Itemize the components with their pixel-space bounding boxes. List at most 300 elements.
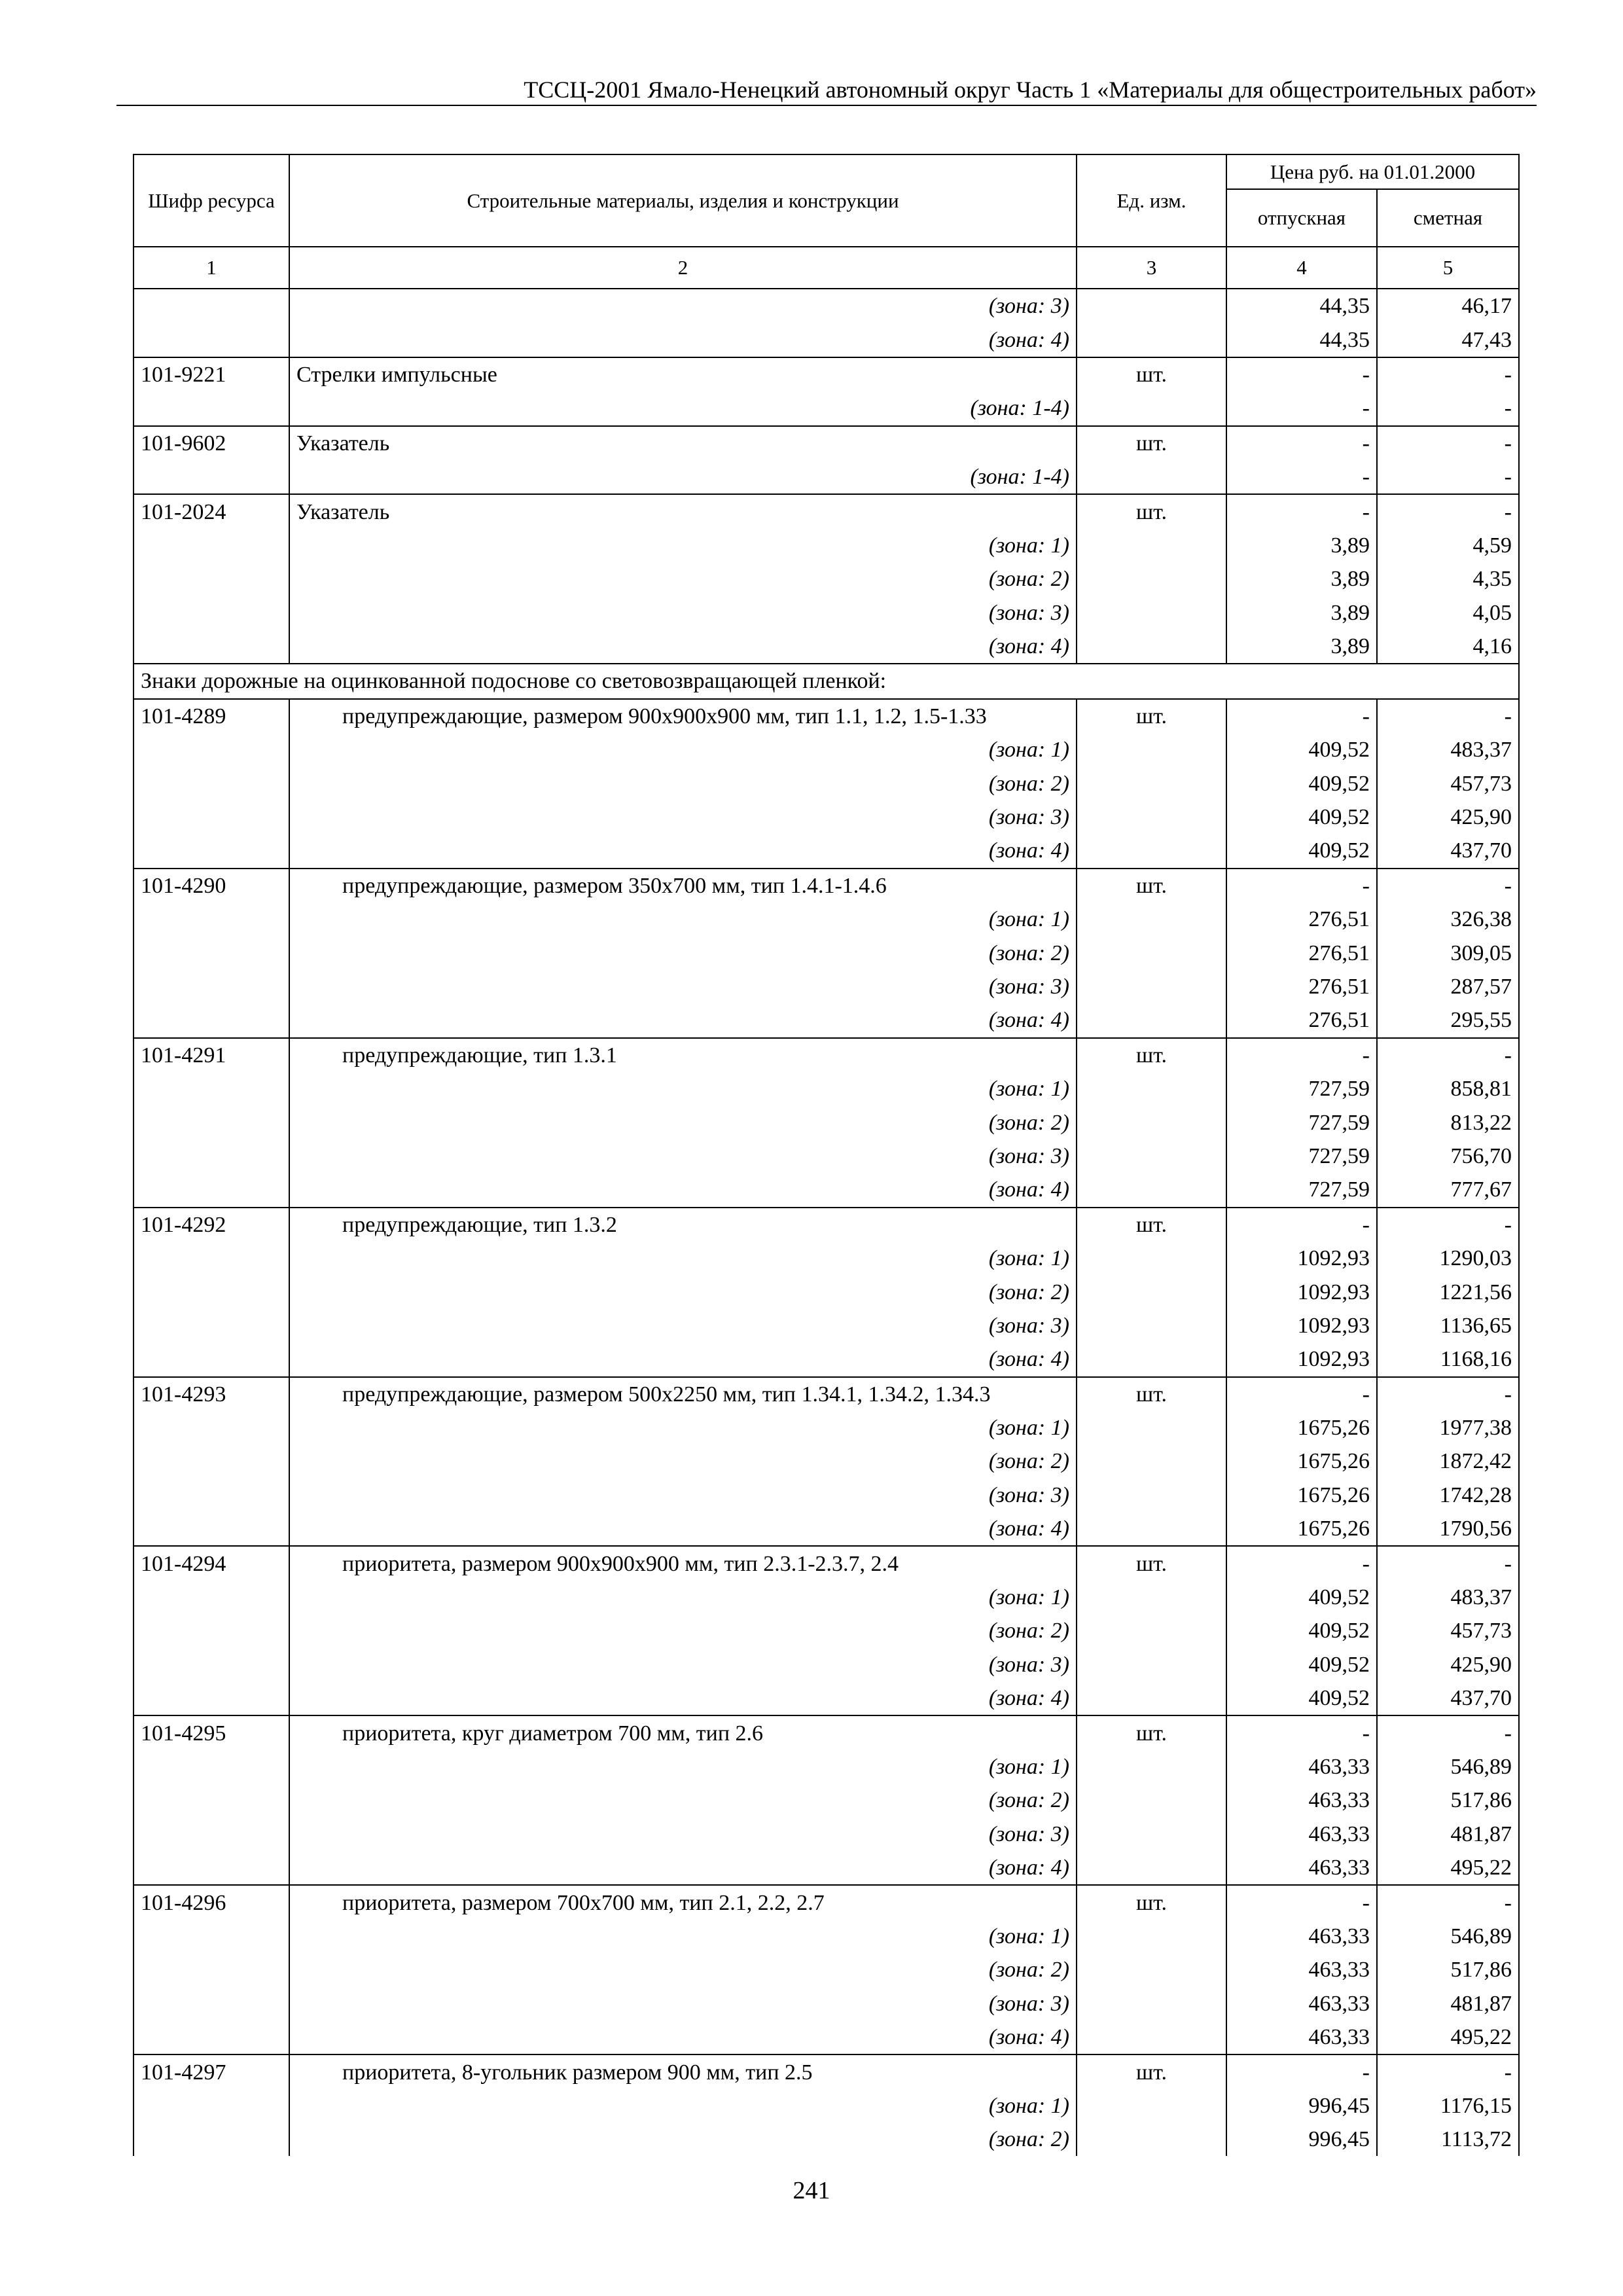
- table-row: [134, 562, 1519, 596]
- col-number: 4: [1226, 247, 1377, 289]
- release-price: -: [1226, 1038, 1377, 1072]
- estimate-price: 483,37: [1377, 733, 1519, 766]
- table-row: [134, 1614, 1519, 1647]
- unit-cell: [1077, 1581, 1226, 1614]
- resource-code-cell: [134, 936, 289, 969]
- table-row: [134, 391, 1519, 425]
- release-price: 463,33: [1226, 1851, 1377, 1885]
- unit-cell: [1077, 1784, 1226, 1817]
- estimate-price: 1872,42: [1377, 1444, 1519, 1478]
- estimate-price: -: [1377, 357, 1519, 391]
- unit-cell: [1077, 1681, 1226, 1715]
- zone-label: (зона: 4): [289, 1681, 1077, 1715]
- estimate-price: 756,70: [1377, 1139, 1519, 1173]
- estimate-price: 495,22: [1377, 1851, 1519, 1885]
- resource-code-cell: [134, 562, 289, 596]
- table-row: [134, 494, 1519, 528]
- resource-code-cell: [134, 1987, 289, 2020]
- material-name: приоритета, размером 900x900x900 мм, тип 2.3.1-2.3.7, 2.4: [289, 1546, 1077, 1580]
- release-price: 463,33: [1226, 1750, 1377, 1784]
- resource-code: 101-9221: [134, 357, 289, 391]
- zone-label: (зона: 1): [289, 903, 1077, 936]
- unit-cell: шт.: [1077, 1715, 1226, 1749]
- release-price: -: [1226, 1377, 1377, 1411]
- unit-cell: [1077, 289, 1226, 323]
- zone-label: (зона: 1): [289, 1920, 1077, 1953]
- unit-cell: [1077, 1512, 1226, 1546]
- estimate-price: 1136,65: [1377, 1309, 1519, 1342]
- estimate-price: -: [1377, 1038, 1519, 1072]
- unit-cell: [1077, 1173, 1226, 1207]
- release-price: 409,52: [1226, 733, 1377, 766]
- header-release: отпускная: [1226, 189, 1377, 247]
- unit-cell: [1077, 1242, 1226, 1275]
- resource-code-cell: [134, 1920, 289, 1953]
- resource-code-cell: [134, 1309, 289, 1342]
- zone-label: (зона: 4): [289, 1851, 1077, 1885]
- estimate-price: 1168,16: [1377, 1342, 1519, 1376]
- resource-code-cell: [134, 2020, 289, 2054]
- zone-label: (зона: 4): [289, 1342, 1077, 1376]
- table-row: [134, 2123, 1519, 2156]
- table-row: [134, 1072, 1519, 1105]
- release-price: 44,35: [1226, 323, 1377, 357]
- unit-cell: [1077, 1444, 1226, 1478]
- estimate-price: 1790,56: [1377, 1512, 1519, 1546]
- release-price: 276,51: [1226, 903, 1377, 936]
- table-row: [134, 1818, 1519, 1851]
- unit-cell: [1077, 766, 1226, 800]
- header-name: Строительные материалы, изделия и конструкции: [289, 154, 1077, 247]
- release-price: -: [1226, 357, 1377, 391]
- release-price: 409,52: [1226, 1681, 1377, 1715]
- zone-label: (зона: 2): [289, 2123, 1077, 2156]
- resource-code-cell: [134, 903, 289, 936]
- material-name: Стрелки импульсные: [289, 357, 1077, 391]
- material-name: предупреждающие, тип 1.3.2: [289, 1208, 1077, 1242]
- material-name: предупреждающие, тип 1.3.1: [289, 1038, 1077, 1072]
- estimate-price: 483,37: [1377, 1581, 1519, 1614]
- release-price: 1675,26: [1226, 1444, 1377, 1478]
- release-price: 463,33: [1226, 2020, 1377, 2054]
- resource-code-cell: [134, 1072, 289, 1105]
- table-row: [134, 1309, 1519, 1342]
- unit-cell: [1077, 1750, 1226, 1784]
- unit-cell: [1077, 1003, 1226, 1037]
- table-row: [134, 1208, 1519, 1242]
- zone-label: (зона: 2): [289, 1953, 1077, 1986]
- unit-cell: [1077, 903, 1226, 936]
- group-heading: Знаки дорожные на оцинкованной подоснове со световозвращающей пленкой:: [134, 664, 1519, 698]
- release-price: 409,52: [1226, 766, 1377, 800]
- estimate-price: 309,05: [1377, 936, 1519, 969]
- unit-cell: [1077, 1342, 1226, 1376]
- estimate-price: 517,86: [1377, 1953, 1519, 1986]
- zone-label: (зона: 4): [289, 2020, 1077, 2054]
- table-row: [134, 903, 1519, 936]
- release-price: 276,51: [1226, 936, 1377, 969]
- zone-label: (зона: 1): [289, 1242, 1077, 1275]
- resource-code: 101-4297: [134, 2054, 289, 2089]
- resource-code-cell: [134, 1818, 289, 1851]
- table-row: [134, 800, 1519, 834]
- table-row: [134, 596, 1519, 630]
- resource-code-cell: [134, 1784, 289, 1817]
- release-price: -: [1226, 1546, 1377, 1580]
- release-price: 1092,93: [1226, 1242, 1377, 1275]
- zone-label: (зона: 3): [289, 1987, 1077, 2020]
- table-row: [134, 1377, 1519, 1411]
- unit-cell: [1077, 1953, 1226, 1986]
- table-row: [134, 630, 1519, 664]
- zone-label: (зона: 1): [289, 529, 1077, 562]
- estimate-price: 295,55: [1377, 1003, 1519, 1037]
- unit-cell: [1077, 1614, 1226, 1647]
- resource-code-cell: [134, 1139, 289, 1173]
- unit-cell: [1077, 1411, 1226, 1444]
- release-price: 409,52: [1226, 1581, 1377, 1614]
- estimate-price: -: [1377, 1885, 1519, 1919]
- estimate-price: 46,17: [1377, 289, 1519, 323]
- release-price: -: [1226, 869, 1377, 903]
- resource-code-cell: [134, 733, 289, 766]
- unit-cell: шт.: [1077, 869, 1226, 903]
- resource-code: 101-4292: [134, 1208, 289, 1242]
- estimate-price: 1221,56: [1377, 1275, 1519, 1308]
- estimate-price: 546,89: [1377, 1920, 1519, 1953]
- resource-code-cell: [134, 1750, 289, 1784]
- estimate-price: 326,38: [1377, 903, 1519, 936]
- estimate-price: 481,87: [1377, 1818, 1519, 1851]
- release-price: -: [1226, 426, 1377, 460]
- unit-cell: шт.: [1077, 426, 1226, 460]
- unit-cell: [1077, 1275, 1226, 1308]
- release-price: 1675,26: [1226, 1479, 1377, 1512]
- resource-code-cell: [134, 1242, 289, 1275]
- resource-code: 101-4290: [134, 869, 289, 903]
- resource-code-cell: [134, 391, 289, 425]
- table-row: [134, 1003, 1519, 1037]
- unit-cell: [1077, 1648, 1226, 1681]
- resource-code-cell: [134, 596, 289, 630]
- zone-label: (зона: 1): [289, 1750, 1077, 1784]
- table-body: [134, 289, 1519, 2156]
- table-row: [134, 1648, 1519, 1681]
- zone-label: (зона: 2): [289, 1444, 1077, 1478]
- release-price: 3,89: [1226, 630, 1377, 664]
- resource-code: 101-4295: [134, 1715, 289, 1749]
- table-row: [134, 529, 1519, 562]
- estimate-price: -: [1377, 1377, 1519, 1411]
- unit-cell: шт.: [1077, 1377, 1226, 1411]
- resource-code-cell: [134, 1479, 289, 1512]
- zone-label: (зона: 1): [289, 733, 1077, 766]
- estimate-price: 4,05: [1377, 596, 1519, 630]
- resource-code: 101-2024: [134, 494, 289, 528]
- table-row: [134, 2089, 1519, 2123]
- unit-cell: [1077, 733, 1226, 766]
- release-price: -: [1226, 494, 1377, 528]
- table-row: [134, 1715, 1519, 1749]
- header-price: Цена руб. на 01.01.2000: [1226, 154, 1519, 189]
- header-unit: Ед. изм.: [1077, 154, 1226, 247]
- unit-cell: [1077, 2123, 1226, 2156]
- estimate-price: 437,70: [1377, 1681, 1519, 1715]
- estimate-price: 4,59: [1377, 529, 1519, 562]
- zone-label: (зона: 4): [289, 630, 1077, 664]
- unit-cell: шт.: [1077, 494, 1226, 528]
- release-price: 727,59: [1226, 1072, 1377, 1105]
- zone-label: (зона: 1): [289, 1411, 1077, 1444]
- unit-cell: [1077, 630, 1226, 664]
- resource-code: 101-4294: [134, 1546, 289, 1580]
- zone-label: (зона: 2): [289, 562, 1077, 596]
- table-row: [134, 1885, 1519, 1919]
- release-price: 276,51: [1226, 1003, 1377, 1037]
- table-row: [134, 1139, 1519, 1173]
- resource-code-cell: [134, 1105, 289, 1139]
- zone-label: (зона: 2): [289, 936, 1077, 969]
- release-price: 1675,26: [1226, 1512, 1377, 1546]
- estimate-price: 287,57: [1377, 970, 1519, 1003]
- release-price: 727,59: [1226, 1139, 1377, 1173]
- table-row: [134, 1512, 1519, 1546]
- material-name: Указатель: [289, 494, 1077, 528]
- col-number: 3: [1077, 247, 1226, 289]
- table-row: [134, 1411, 1519, 1444]
- release-price: 1675,26: [1226, 1411, 1377, 1444]
- table-row: [134, 1479, 1519, 1512]
- header-estimate: сметная: [1377, 189, 1519, 247]
- estimate-price: -: [1377, 699, 1519, 733]
- unit-cell: [1077, 800, 1226, 834]
- unit-cell: [1077, 1818, 1226, 1851]
- header-rule: [116, 105, 1537, 106]
- zone-label: (зона: 1): [289, 1581, 1077, 1614]
- release-price: 996,45: [1226, 2123, 1377, 2156]
- unit-cell: шт.: [1077, 1208, 1226, 1242]
- estimate-price: 425,90: [1377, 800, 1519, 834]
- unit-cell: шт.: [1077, 699, 1226, 733]
- table-row: [134, 766, 1519, 800]
- estimate-price: 457,73: [1377, 1614, 1519, 1647]
- estimate-price: -: [1377, 1208, 1519, 1242]
- resource-code-cell: [134, 766, 289, 800]
- zone-label: (зона: 3): [289, 1648, 1077, 1681]
- zone-label: (зона: 2): [289, 1784, 1077, 1817]
- zone-label: (зона: 2): [289, 766, 1077, 800]
- estimate-price: 425,90: [1377, 1648, 1519, 1681]
- unit-cell: [1077, 1139, 1226, 1173]
- table-row: [134, 1444, 1519, 1478]
- material-name: Указатель: [289, 426, 1077, 460]
- table-row: [134, 664, 1519, 698]
- release-price: 727,59: [1226, 1173, 1377, 1207]
- unit-cell: [1077, 596, 1226, 630]
- resource-code: 101-4293: [134, 1377, 289, 1411]
- unit-cell: [1077, 529, 1226, 562]
- table-row: [134, 834, 1519, 868]
- zone-label: (зона: 4): [289, 1003, 1077, 1037]
- unit-cell: [1077, 1105, 1226, 1139]
- resource-code-cell: [134, 1681, 289, 1715]
- release-price: 409,52: [1226, 800, 1377, 834]
- resource-code-cell: [134, 2089, 289, 2123]
- unit-cell: [1077, 460, 1226, 494]
- resource-code-cell: [134, 800, 289, 834]
- resource-code-cell: [134, 2123, 289, 2156]
- release-price: 463,33: [1226, 1818, 1377, 1851]
- unit-cell: [1077, 1851, 1226, 1885]
- unit-cell: [1077, 2020, 1226, 2054]
- table-row: [134, 1920, 1519, 1953]
- table-row: [134, 970, 1519, 1003]
- material-name: предупреждающие, размером 350x700 мм, тип 1.4.1-1.4.6: [289, 869, 1077, 903]
- page-number: 241: [793, 2177, 830, 2204]
- table-row: [134, 1784, 1519, 1817]
- unit-cell: [1077, 1987, 1226, 2020]
- estimate-price: 858,81: [1377, 1072, 1519, 1105]
- estimate-price: 1977,38: [1377, 1411, 1519, 1444]
- estimate-price: -: [1377, 460, 1519, 494]
- resource-code-cell: [134, 460, 289, 494]
- table-row: [134, 289, 1519, 323]
- resource-code-cell: [134, 1953, 289, 1986]
- resource-code-cell: [134, 1275, 289, 1308]
- table-row: [134, 1581, 1519, 1614]
- table-row: [134, 936, 1519, 969]
- estimate-price: -: [1377, 426, 1519, 460]
- resource-code: 101-4289: [134, 699, 289, 733]
- unit-cell: шт.: [1077, 357, 1226, 391]
- unit-cell: шт.: [1077, 2054, 1226, 2089]
- zone-label: (зона: 3): [289, 1818, 1077, 1851]
- material-name: приоритета, 8-угольник размером 900 мм, тип 2.5: [289, 2054, 1077, 2089]
- zone-label: (зона: 4): [289, 834, 1077, 868]
- estimate-price: 1290,03: [1377, 1242, 1519, 1275]
- col-number: 5: [1377, 247, 1519, 289]
- resource-code: 101-4296: [134, 1885, 289, 1919]
- release-price: 463,33: [1226, 1987, 1377, 2020]
- table-row: [134, 1105, 1519, 1139]
- release-price: 727,59: [1226, 1105, 1377, 1139]
- zone-label: (зона: 3): [289, 1139, 1077, 1173]
- price-table: [133, 154, 1520, 2156]
- release-price: 3,89: [1226, 562, 1377, 596]
- release-price: 276,51: [1226, 970, 1377, 1003]
- estimate-price: 546,89: [1377, 1750, 1519, 1784]
- release-price: 409,52: [1226, 1648, 1377, 1681]
- table-row: [134, 1275, 1519, 1308]
- resource-code-cell: [134, 1614, 289, 1647]
- zone-label: (зона: 2): [289, 1275, 1077, 1308]
- release-price: 1092,93: [1226, 1275, 1377, 1308]
- estimate-price: -: [1377, 391, 1519, 425]
- col-number: 1: [134, 247, 289, 289]
- zone-label: (зона: 4): [289, 1173, 1077, 1207]
- zone-label: (зона: 3): [289, 1479, 1077, 1512]
- unit-cell: [1077, 391, 1226, 425]
- zone-label: (зона: 1-4): [289, 391, 1077, 425]
- zone-label: (зона: 4): [289, 323, 1077, 357]
- release-price: 3,89: [1226, 596, 1377, 630]
- resource-code-cell: [134, 323, 289, 357]
- release-price: 3,89: [1226, 529, 1377, 562]
- col-number: 2: [289, 247, 1077, 289]
- release-price: -: [1226, 699, 1377, 733]
- zone-label: (зона: 3): [289, 1309, 1077, 1342]
- estimate-price: 813,22: [1377, 1105, 1519, 1139]
- resource-code-cell: [134, 834, 289, 868]
- release-price: -: [1226, 2054, 1377, 2089]
- unit-cell: [1077, 323, 1226, 357]
- release-price: 996,45: [1226, 2089, 1377, 2123]
- zone-label: (зона: 3): [289, 289, 1077, 323]
- estimate-price: 437,70: [1377, 834, 1519, 868]
- table-row: [134, 733, 1519, 766]
- table-row: [134, 1546, 1519, 1580]
- table-row: [134, 1681, 1519, 1715]
- resource-code-cell: [134, 1411, 289, 1444]
- unit-cell: [1077, 970, 1226, 1003]
- unit-cell: [1077, 936, 1226, 969]
- table-row: [134, 1242, 1519, 1275]
- release-price: 1092,93: [1226, 1342, 1377, 1376]
- release-price: 463,33: [1226, 1784, 1377, 1817]
- estimate-price: -: [1377, 494, 1519, 528]
- material-name: приоритета, размером 700x700 мм, тип 2.1, 2.2, 2.7: [289, 1885, 1077, 1919]
- table-row: [134, 1987, 1519, 2020]
- estimate-price: -: [1377, 1546, 1519, 1580]
- estimate-price: 481,87: [1377, 1987, 1519, 2020]
- resource-code-cell: [134, 1444, 289, 1478]
- resource-code-cell: [134, 289, 289, 323]
- release-price: 1092,93: [1226, 1309, 1377, 1342]
- release-price: -: [1226, 1715, 1377, 1749]
- material-name: приоритета, круг диаметром 700 мм, тип 2.6: [289, 1715, 1077, 1749]
- resource-code-cell: [134, 1851, 289, 1885]
- release-price: 409,52: [1226, 1614, 1377, 1647]
- estimate-price: -: [1377, 869, 1519, 903]
- release-price: -: [1226, 391, 1377, 425]
- zone-label: (зона: 1): [289, 1072, 1077, 1105]
- estimate-price: 1176,15: [1377, 2089, 1519, 2123]
- zone-label: (зона: 3): [289, 800, 1077, 834]
- resource-code-cell: [134, 1512, 289, 1546]
- zone-label: (зона: 3): [289, 970, 1077, 1003]
- table-row: [134, 699, 1519, 733]
- header-code: Шифр ресурса: [134, 154, 289, 247]
- unit-cell: [1077, 1479, 1226, 1512]
- unit-cell: шт.: [1077, 1546, 1226, 1580]
- material-name: предупреждающие, размером 900x900x900 мм, тип 1.1, 1.2, 1.5-1.33: [289, 699, 1077, 733]
- release-price: 463,33: [1226, 1953, 1377, 1986]
- zone-label: (зона: 2): [289, 1105, 1077, 1139]
- resource-code: 101-4291: [134, 1038, 289, 1072]
- resource-code-cell: [134, 630, 289, 664]
- resource-code-cell: [134, 1581, 289, 1614]
- unit-cell: [1077, 1309, 1226, 1342]
- estimate-price: -: [1377, 1715, 1519, 1749]
- unit-cell: [1077, 2089, 1226, 2123]
- estimate-price: 4,16: [1377, 630, 1519, 664]
- release-price: 463,33: [1226, 1920, 1377, 1953]
- unit-cell: [1077, 1920, 1226, 1953]
- unit-cell: [1077, 834, 1226, 868]
- estimate-price: 517,86: [1377, 1784, 1519, 1817]
- release-price: 409,52: [1226, 834, 1377, 868]
- material-name: предупреждающие, размером 500x2250 мм, тип 1.34.1, 1.34.2, 1.34.3: [289, 1377, 1077, 1411]
